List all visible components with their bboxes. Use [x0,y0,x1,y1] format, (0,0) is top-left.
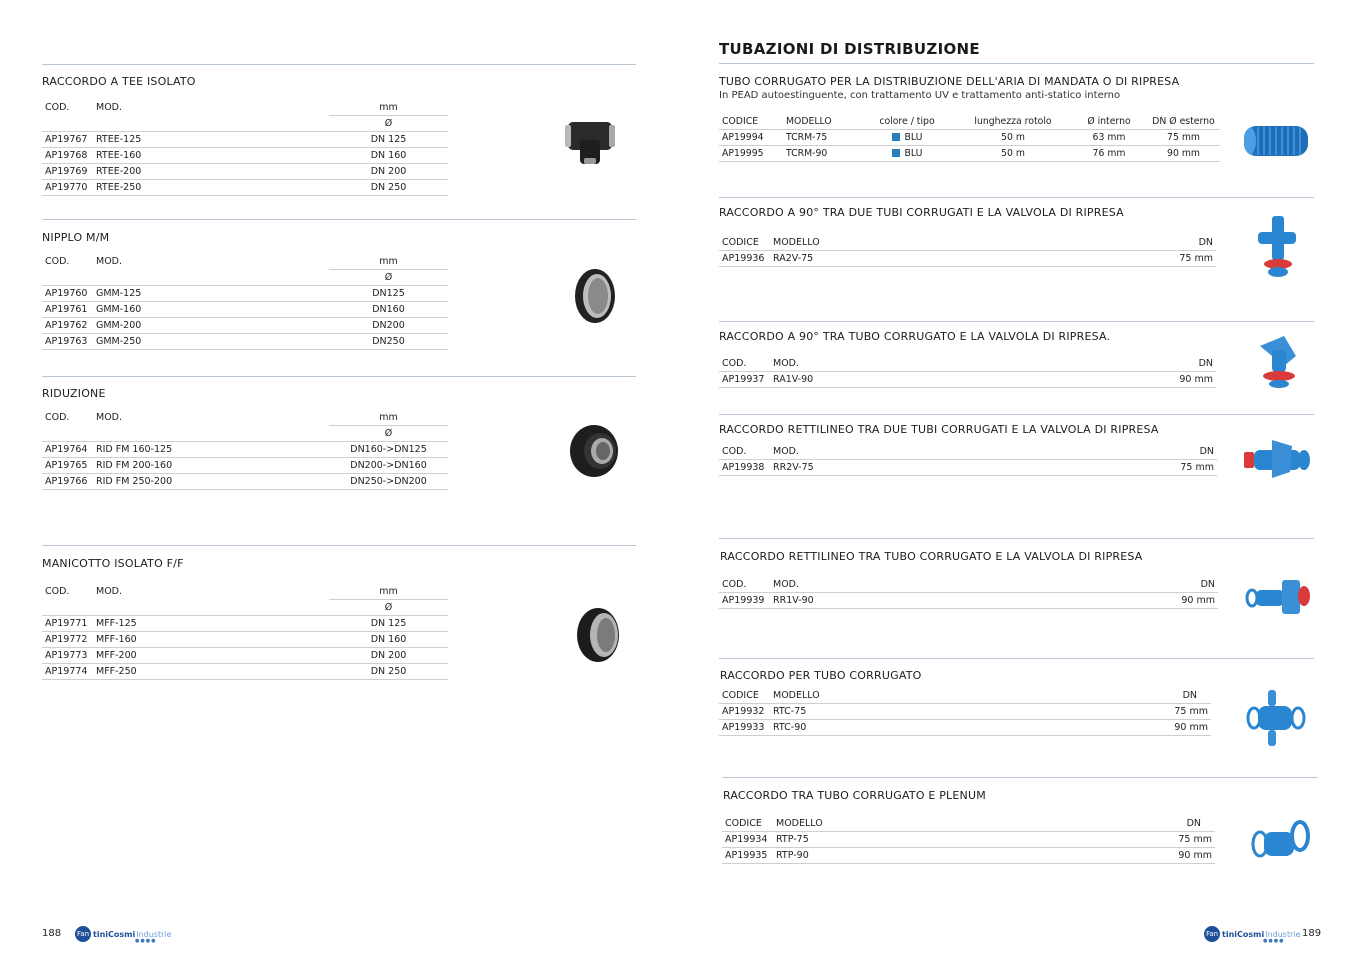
col-header: mm [379,256,398,267]
cell-code: AP19763 [42,334,93,350]
cell-size: DN 160 [329,148,448,164]
cell-code: AP19771 [42,616,93,632]
product-table [42,254,448,350]
logo-name: tiniCosmi [1222,929,1265,939]
product-table [42,584,448,680]
tube-table [719,114,1220,162]
ra2v-fitting-image [1254,212,1300,282]
section-divider [719,414,1314,415]
logo-suffix: Industrie [136,929,172,939]
section-divider [719,538,1314,539]
col-header: colore / tipo [879,116,935,127]
cell-model: RTEE-250 [93,180,329,196]
cell-color: BLU [859,130,955,146]
section-subtitle: In PEAD autoestinguente, con trattamento UV e trattamento anti-statico interno [719,90,1121,101]
col-header: mm [379,102,398,113]
cell-size: 75 mm [1022,704,1211,720]
logo-badge: Fan [1204,926,1220,942]
section-divider [722,777,1318,778]
col-header: DN [1200,579,1215,590]
rr2v-fitting-image [1242,432,1314,488]
col-header: MODELLO [773,690,820,701]
cell-code: AP19939 [719,593,770,609]
section-title: RACCORDO A TEE ISOLATO [42,75,196,88]
cell-model: RTEE-125 [93,132,329,148]
col-header: COD. [722,358,747,369]
cell-model: MFF-160 [93,632,329,648]
col-header: COD. [722,446,747,457]
cell-model: RA1V-90 [770,372,1010,388]
col-header: DN [1186,818,1201,829]
cell-outer-diameter: 75 mm [1147,130,1220,146]
col-header: COD. [45,102,70,114]
col-header: MOD. [96,586,123,598]
logo-suffix: Industrie [1265,929,1301,939]
cell-code: AP19767 [42,132,93,148]
logo-badge: Fan [75,926,91,942]
logo-dots: ●●●● [135,938,157,944]
cell-inner-diameter: 63 mm [1071,130,1147,146]
cell-model: RTEE-200 [93,164,329,180]
section-title: RACCORDO A 90° TRA DUE TUBI CORRUGATI E LA VALVOLA DI RIPRESA [719,206,1124,219]
rtp-fitting-image [1248,812,1314,874]
section-divider [719,658,1314,659]
cell-code: AP19773 [42,648,93,664]
cell-code: AP19761 [42,302,93,318]
cell-color: BLU [859,146,955,162]
cell-code: AP19764 [42,442,93,458]
cell-size: 75 mm [1025,251,1216,267]
cell-model: RR2V-75 [770,460,1012,476]
cell-size: DN250 [329,334,448,350]
col-header: mm [379,586,398,597]
cell-code: AP19765 [42,458,93,474]
section-title: RACCORDO TRA TUBO CORRUGATO E PLENUM [723,789,986,802]
col-header: COD. [722,579,747,590]
cell-size: DN200 [329,318,448,334]
corrugated-tube-image [1242,124,1310,158]
col-header: lunghezza rotolo [974,116,1052,127]
section-divider [42,545,636,546]
col-header: CODICE [722,690,759,701]
cell-size: 90 mm [1010,372,1216,388]
cell-model: TCRM-90 [783,146,859,162]
cell-size: DN200->DN160 [329,458,448,474]
col-header: Ø interno [1087,116,1131,127]
col-header: mm [379,412,398,423]
cell-model: GMM-160 [93,302,329,318]
col-header: MOD. [96,412,123,424]
cell-code: AP19933 [719,720,770,736]
cell-code: AP19769 [42,164,93,180]
col-header: MODELLO [786,116,832,127]
section-title: NIPPLO M/M [42,231,110,244]
cell-code: AP19766 [42,474,93,490]
logo-name: tiniCosmi [93,929,136,939]
section-divider [42,376,636,377]
col-header: CODICE [722,237,759,248]
col-subheader: Ø [329,270,448,286]
cell-length: 50 m [955,130,1071,146]
section-title: RACCORDO RETTILINEO TRA TUBO CORRUGATO E LA VALVOLA DI RIPRESA [720,550,1143,563]
cell-code: AP19934 [722,832,773,848]
col-header: MOD. [96,102,123,114]
col-header: DN [1199,446,1214,457]
section-divider [719,197,1314,198]
ra1v-fitting-image [1254,332,1302,394]
color-swatch [892,133,900,141]
page-heading: TUBAZIONI DI DISTRIBUZIONE [719,40,980,58]
product-table [719,577,1218,609]
cell-model: MFF-200 [93,648,329,664]
cell-code: AP19937 [719,372,770,388]
cell-code: AP19935 [722,848,773,864]
section-title: RIDUZIONE [42,387,106,400]
cell-code: AP19994 [719,130,783,146]
cell-code: AP19936 [719,251,770,267]
cell-code: AP19938 [719,460,770,476]
col-header: DN [1198,237,1213,248]
cell-model: RID FM 200-160 [93,458,329,474]
color-swatch [892,149,900,157]
cell-model: RID FM 160-125 [93,442,329,458]
cell-size: DN125 [329,286,448,302]
cell-size: DN250->DN200 [329,474,448,490]
product-table [722,816,1215,864]
cell-code: AP19760 [42,286,93,302]
cell-model: GMM-250 [93,334,329,350]
section-title: MANICOTTO ISOLATO F/F [42,557,184,570]
cell-code: AP19995 [719,146,783,162]
col-header: MODELLO [776,818,823,829]
cell-model: MFF-250 [93,664,329,680]
tee-fitting-image [562,116,618,166]
col-header: MOD. [773,358,800,369]
col-header: MOD. [773,579,800,590]
col-subheader: Ø [329,426,448,442]
section-divider [42,219,636,220]
cell-model: TCRM-75 [783,130,859,146]
cell-model: RTC-90 [770,720,1022,736]
cell-model: RTP-75 [773,832,1025,848]
rtc-fitting-image [1244,686,1310,752]
cell-size: DN 250 [329,664,448,680]
cell-code: AP19772 [42,632,93,648]
col-header: DN [1182,690,1197,701]
product-table [42,100,448,196]
col-header: DN Ø esterno [1152,116,1215,127]
cell-size: 90 mm [1012,593,1218,609]
section-divider [719,63,1314,64]
cell-model: RTEE-160 [93,148,329,164]
cell-code: AP19932 [719,704,770,720]
product-table [42,410,448,490]
col-header: COD. [45,586,70,598]
cell-model: MFF-125 [93,616,329,632]
col-header: MOD. [773,446,800,457]
cell-size: DN 250 [329,180,448,196]
cell-size: 90 mm [1022,720,1211,736]
cell-size: 90 mm [1025,848,1215,864]
page-number: 189 [1302,928,1322,939]
cell-code: AP19770 [42,180,93,196]
section-title: RACCORDO RETTILINEO TRA DUE TUBI CORRUGATI E LA VALVOLA DI RIPRESA [719,423,1159,436]
product-table [719,688,1211,736]
nipple-fitting-image [570,266,620,326]
brand-logo [75,926,172,942]
cell-size: DN 200 [329,164,448,180]
cell-model: GMM-200 [93,318,329,334]
col-subheader: Ø [329,116,448,132]
section-divider [719,321,1314,322]
brand-logo [1204,926,1301,942]
section-title: TUBO CORRUGATO PER LA DISTRIBUZIONE DELL'ARIA DI MANDATA O DI RIPRESA [719,75,1180,88]
cell-model: RR1V-90 [770,593,1012,609]
cell-size: 75 mm [1025,832,1215,848]
product-table [719,356,1216,388]
rr1v-fitting-image [1244,572,1314,622]
reducer-fitting-image [568,423,622,479]
cell-size: DN 160 [329,632,448,648]
cell-code: AP19768 [42,148,93,164]
section-title: RACCORDO PER TUBO CORRUGATO [720,669,922,682]
page-number: 188 [42,928,62,939]
cell-model: RA2V-75 [770,251,1025,267]
col-header: MODELLO [773,237,820,248]
cell-model: RID FM 250-200 [93,474,329,490]
cell-model: RTC-75 [770,704,1022,720]
col-header: MOD. [96,256,123,268]
cell-length: 50 m [955,146,1071,162]
cell-outer-diameter: 90 mm [1147,146,1220,162]
section-title: RACCORDO A 90° TRA TUBO CORRUGATO E LA VALVOLA DI RIPRESA. [719,330,1111,343]
cell-size: DN160 [329,302,448,318]
cell-code: AP19762 [42,318,93,334]
cell-model: GMM-125 [93,286,329,302]
sleeve-fitting-image [574,606,624,664]
col-header: COD. [45,256,70,268]
product-table [719,444,1217,476]
cell-model: RTP-90 [773,848,1025,864]
cell-size: DN 125 [329,616,448,632]
col-header: CODICE [725,818,762,829]
col-header: COD. [45,412,70,424]
logo-dots: ●●●● [1263,938,1285,944]
cell-code: AP19774 [42,664,93,680]
section-divider [42,64,636,65]
cell-inner-diameter: 76 mm [1071,146,1147,162]
col-header: CODICE [722,116,759,127]
col-subheader: Ø [329,600,448,616]
col-header: DN [1198,358,1213,369]
cell-size: DN160->DN125 [329,442,448,458]
cell-size: DN 125 [329,132,448,148]
product-table [719,235,1216,267]
cell-size: 75 mm [1012,460,1217,476]
cell-size: DN 200 [329,648,448,664]
